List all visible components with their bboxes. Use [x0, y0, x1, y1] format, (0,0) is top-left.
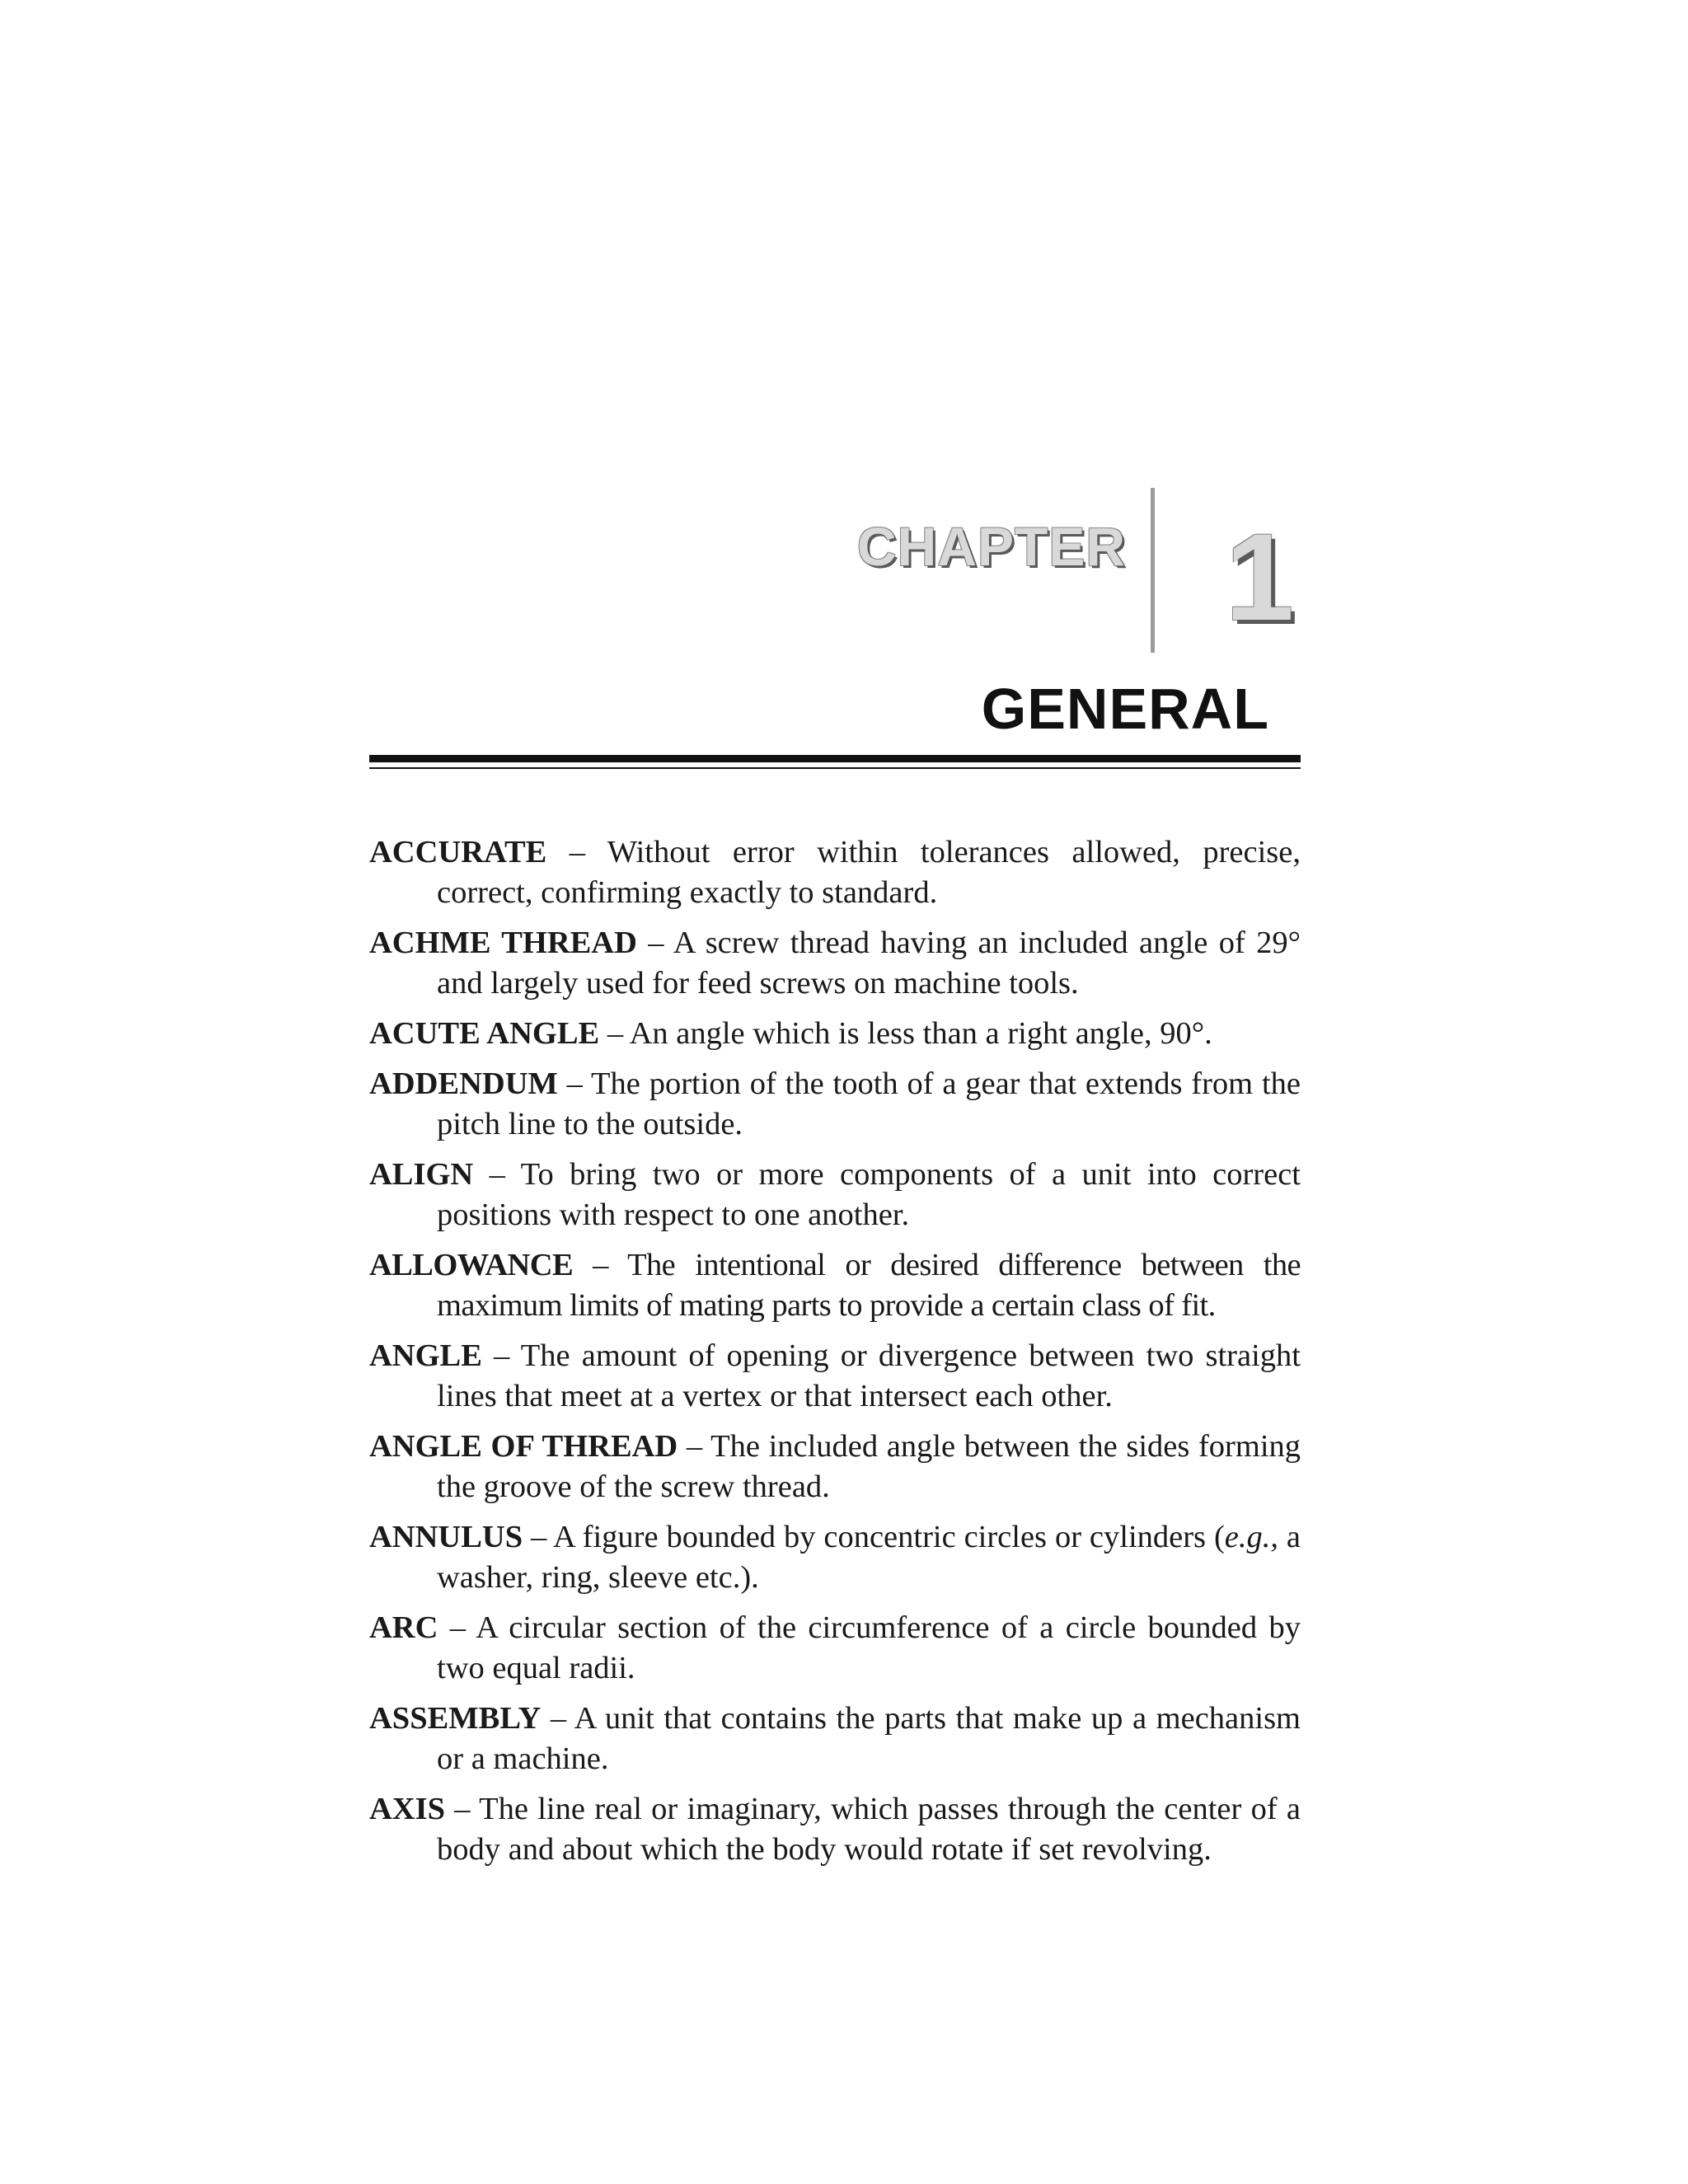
glossary-definition: – The portion of the tooth of a gear that extends from the pitch line to the outside. [437, 1066, 1301, 1141]
glossary-definition: – A circular section of the circumference of a circle bounded by two equal radii. [437, 1610, 1301, 1685]
glossary-entry [369, 1699, 1301, 1779]
glossary-entry [369, 1014, 1301, 1054]
glossary-term: ALIGN [369, 1157, 474, 1192]
title-rule-thick [369, 755, 1301, 762]
glossary-entry [369, 1517, 1301, 1598]
glossary-entry [369, 1789, 1301, 1870]
glossary-term: ANGLE OF THREAD [369, 1429, 678, 1464]
glossary-entry [369, 1336, 1301, 1417]
glossary-entry [369, 1155, 1301, 1235]
chapter-label: CHAPTER [857, 516, 1127, 577]
glossary-definition: – To bring two or more components of a unit into correct positions with respect to one another. [437, 1157, 1301, 1232]
chapter-number: 1 [1225, 508, 1294, 646]
glossary-term: AXIS [369, 1792, 446, 1826]
glossary-entry [369, 1064, 1301, 1145]
glossary-definition: – A unit that contains the parts that make up a mechanism or a machine. [437, 1701, 1301, 1776]
glossary-term: ASSEMBLY [369, 1701, 542, 1736]
title-rule-thin [369, 767, 1301, 769]
glossary-term: ACCURATE [369, 835, 547, 869]
chapter-divider [1151, 488, 1155, 653]
glossary-definition: – An angle which is less than a right angle, 90°. [599, 1016, 1212, 1051]
glossary-term: ANNULUS [369, 1520, 523, 1554]
glossary-definition: – The included angle between the sides forming the groove of the screw thread. [437, 1429, 1301, 1504]
glossary-term: ALLOWANCE [369, 1248, 574, 1282]
chapter-title: GENERAL [981, 677, 1269, 741]
glossary-term: ANGLE [369, 1338, 482, 1373]
glossary-entry [369, 1608, 1301, 1689]
glossary-entry [369, 1245, 1301, 1326]
glossary-definition: – The intentional or desired difference between the maximum limits of mating parts to provide a certain class of fit. [437, 1248, 1301, 1323]
glossary-definition-italic: e.g., [1224, 1520, 1278, 1554]
glossary-term: ACHME THREAD [369, 926, 637, 960]
glossary-term: ACUTE ANGLE [369, 1016, 600, 1051]
glossary-definition: – A figure bounded by concentric circles or cylinders ( [523, 1520, 1225, 1554]
glossary-definition: a washer, ring, sleeve etc.). [437, 1520, 1301, 1595]
glossary-definition: – Without error within tolerances allowed, precise, correct, confirming exactly to standard. [437, 835, 1301, 910]
glossary-entry [369, 1427, 1301, 1507]
glossary-definition: – The amount of opening or divergence between two straight lines that meet at a vertex or that intersect each other. [437, 1338, 1301, 1413]
glossary-entry [369, 923, 1301, 1004]
glossary-definition: – The line real or imaginary, which passes through the center of a body and about which the body would rotate if set revolving. [437, 1792, 1301, 1867]
glossary-entry [369, 832, 1301, 913]
glossary-term: ADDENDUM [369, 1066, 558, 1101]
glossary-term: ARC [369, 1610, 438, 1645]
glossary-entries [369, 832, 1301, 1880]
glossary-definition: – A screw thread having an included angle of 29° and largely used for feed screws on machine tools. [437, 926, 1301, 1001]
